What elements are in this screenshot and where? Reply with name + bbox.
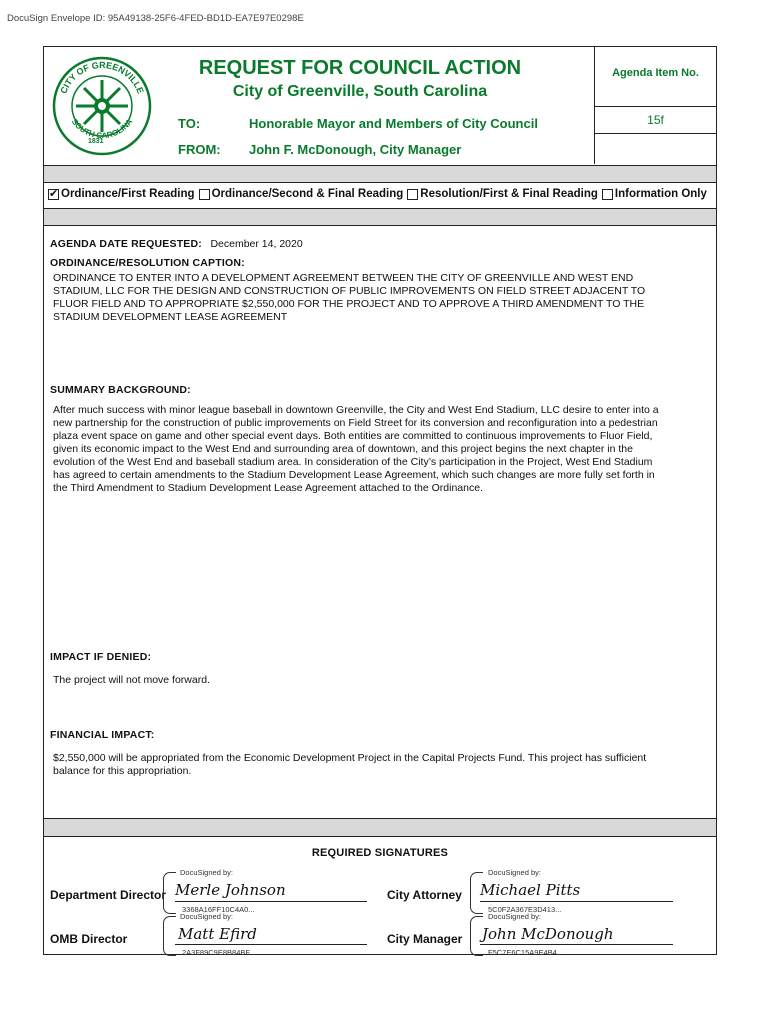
agenda-date-row xyxy=(50,234,303,252)
agenda-item-label: Agenda Item No. xyxy=(612,67,699,79)
checkbox-ordinance-first[interactable] xyxy=(48,188,195,200)
checkbox-information[interactable] xyxy=(602,188,707,200)
city-manager-signature[interactable]: John McDonough xyxy=(482,925,614,943)
docusign-id: 2A3F89C9E8B84BF... xyxy=(182,948,256,957)
docusign-id: 5C0F2A367E3D413... xyxy=(488,905,562,914)
summary-line: given its economic impact to the West End and surrounding area of downtown, and this project begins the next chapter in the xyxy=(53,443,633,455)
envelope-id: DocuSign Envelope ID: 95A49138-25F6-4FED-BD1D-EA7E97E0298E xyxy=(7,13,304,24)
city-manager-label: City Manager xyxy=(387,932,463,946)
docusign-id: 3368A16FF10C4A0... xyxy=(182,905,255,914)
signature-line xyxy=(480,944,673,945)
from-label: FROM: xyxy=(178,142,221,157)
summary-line: the Third Amendment to Stadium Development Lease Agreement attached to the Ordinance. xyxy=(53,482,483,494)
checkbox-ordinance-second[interactable] xyxy=(199,188,404,200)
docusigned-by-label: DocuSigned by: xyxy=(180,868,233,877)
impact-text[interactable]: The project will not move forward. xyxy=(53,674,210,686)
signature-line xyxy=(175,901,367,902)
summary-line: evolution of the West End and baseball stadium area. In consideration of the City’s participation in the Project, West End Stadium xyxy=(53,456,653,468)
page-subtitle: City of Greenville, South Carolina xyxy=(232,83,488,100)
signature-line xyxy=(480,901,673,902)
agenda-item-number[interactable]: 15f xyxy=(647,113,664,127)
checkbox-empty-icon[interactable] xyxy=(199,189,210,200)
checkbox-label: Ordinance/Second & Final Reading xyxy=(211,188,404,200)
checkbox-label: Ordinance/First Reading xyxy=(61,188,195,200)
caption-text[interactable] xyxy=(53,272,713,324)
docusign-id: F5C7E6C15A9E4B4... xyxy=(488,948,564,957)
financial-text[interactable] xyxy=(53,752,713,778)
to-value: Honorable Mayor and Members of City Council xyxy=(249,116,538,131)
dept-director-signature[interactable]: Merle Johnson xyxy=(175,881,286,899)
checkbox-label: Resolution/First & Final Reading xyxy=(420,188,598,200)
docusigned-by-label: DocuSigned by: xyxy=(180,912,233,921)
seal-year: 1831 xyxy=(88,138,104,145)
caption-line: FLUOR FIELD AND TO APPROPRIATE $2,550,000 FOR THE PROJECT AND TO APPROVE A THIRD AMENDMENT TO THE xyxy=(53,298,645,310)
financial-line: balance for this appropriation. xyxy=(53,765,192,777)
signature-line xyxy=(175,944,367,945)
dept-director-label: Department Director xyxy=(50,888,167,902)
omb-director-signature[interactable]: Matt Efird xyxy=(178,925,257,943)
city-attorney-label: City Attorney xyxy=(387,888,462,902)
financial-heading: FINANCIAL IMPACT: xyxy=(50,729,155,741)
agenda-date-label: AGENDA DATE REQUESTED: xyxy=(50,238,202,250)
summary-text[interactable] xyxy=(53,404,713,495)
city-attorney-signature[interactable]: Michael Pitts xyxy=(480,881,581,899)
seal-text-bottom: SOUTH CAROLINA xyxy=(69,117,135,141)
summary-line: has agreed to certain amendments to the Stadium Development Lease Agreement, which such changes are more fully set forth in xyxy=(53,469,655,481)
docusigned-by-label: DocuSigned by: xyxy=(488,868,541,877)
caption-line: STADIUM DEVELOPMENT LEASE AGREEMENT xyxy=(53,311,288,323)
caption-heading: ORDINANCE/RESOLUTION CAPTION: xyxy=(50,257,245,269)
form-frame xyxy=(43,46,717,955)
impact-heading: IMPACT IF DENIED: xyxy=(50,651,152,663)
omb-director-label: OMB Director xyxy=(50,932,128,946)
caption-line: ORDINANCE TO ENTER INTO A DEVELOPMENT AGREEMENT BETWEEN THE CITY OF GREENVILLE AND WEST END xyxy=(53,272,634,284)
seal-text-top: CITY OF GREENVILLE xyxy=(58,59,146,96)
from-value: John F. McDonough, City Manager xyxy=(249,142,462,157)
agenda-box xyxy=(594,46,717,164)
checkbox-empty-icon[interactable] xyxy=(407,189,418,200)
page-title: REQUEST FOR COUNCIL ACTION xyxy=(198,57,522,79)
checkbox-label: Information Only xyxy=(614,188,707,200)
checkbox-resolution[interactable] xyxy=(407,188,598,200)
checkbox-empty-icon[interactable] xyxy=(602,189,613,200)
docusigned-by-label: DocuSigned by: xyxy=(488,912,541,921)
financial-line: $2,550,000 will be appropriated from the Economic Development Project in the Capital Projects Fund. This project has sufficient xyxy=(53,752,647,764)
to-label: TO: xyxy=(178,116,201,131)
checkbox-checked-icon[interactable] xyxy=(48,189,59,200)
action-type-checkboxes xyxy=(48,188,711,200)
summary-line: plaza event space on game and other special event days. Both entities are committed to continuous improvements to Fluor Field, xyxy=(53,430,653,442)
summary-line: new partnership for the construction of public improvements on Field Street for its conversion and reconfiguration into a pedestrian xyxy=(53,417,658,429)
docusign-bracket xyxy=(163,916,176,956)
caption-line: STADIUM, LLC FOR THE DESIGN AND CONSTRUCTION OF PUBLIC IMPROVEMENTS ON FIELD STREET ADJACENT TO xyxy=(53,285,646,297)
summary-line: After much success with minor league baseball in downtown Greenville, the City and West End Stadium, LLC desire to enter into a xyxy=(53,404,659,416)
summary-heading: SUMMARY BACKGROUND: xyxy=(50,384,191,396)
agenda-date-value[interactable]: December 14, 2020 xyxy=(210,238,303,250)
signatures-heading: REQUIRED SIGNATURES xyxy=(311,847,449,859)
